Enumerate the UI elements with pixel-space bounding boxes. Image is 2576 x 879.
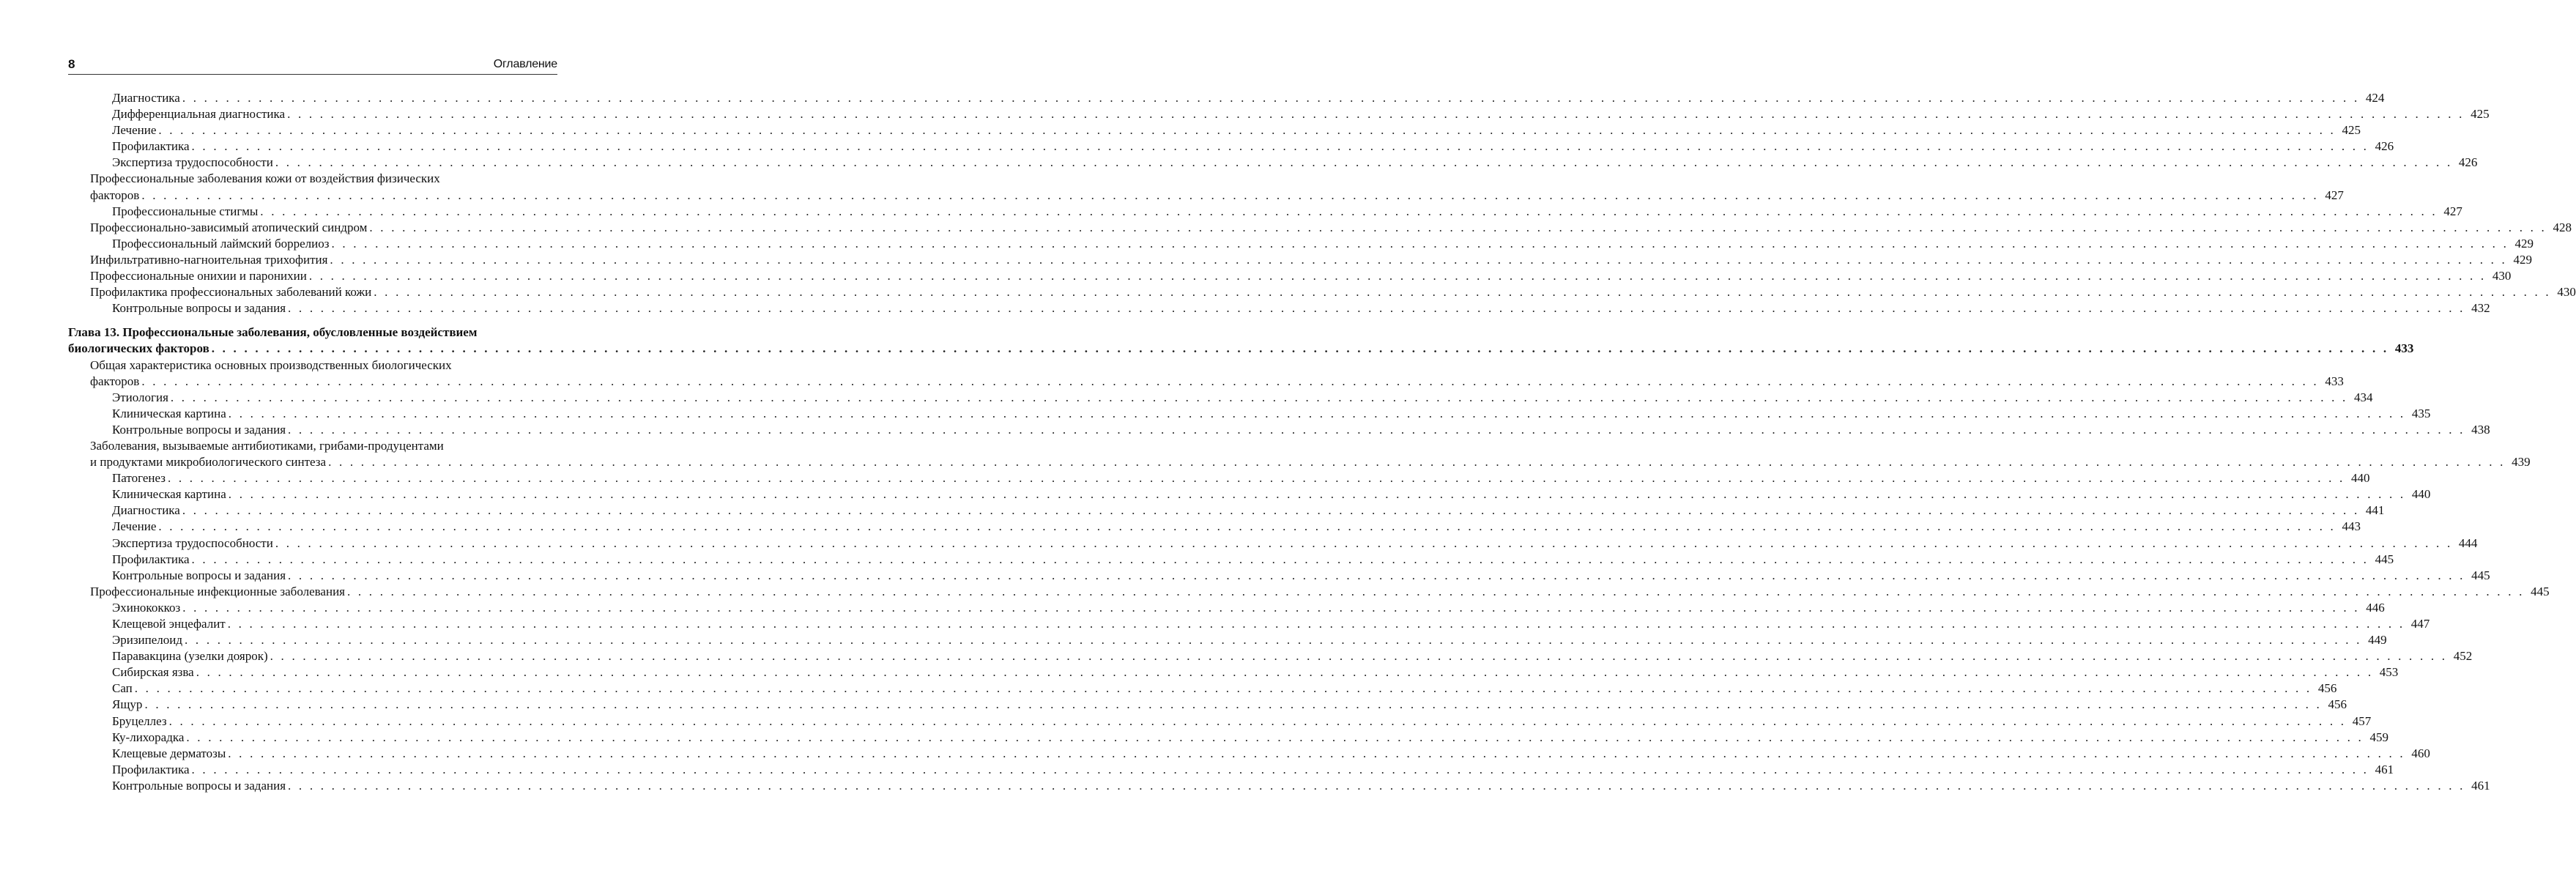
toc-entry[interactable] bbox=[68, 220, 2572, 236]
toc-entry-page: 425 bbox=[2342, 123, 2361, 138]
toc-entry[interactable] bbox=[68, 778, 2490, 794]
toc-entry-title: Клиническая картина bbox=[112, 487, 226, 502]
toc-entry-title: Профессиональные инфекционные заболевания bbox=[90, 584, 345, 598]
toc-entry-title: биологических факторов bbox=[68, 341, 209, 356]
dot-leader: . . . . . . . . . . . . . . . . . . . . . . . . . . . . . . . . . . . . . . . . . . . . . . . . . . . . . . . . . . . . . . . . . . . . . . . . . . . . . . . . . . . . . . . . . . . . . . . . . . . . . . . . . . . . . . . . . . . . . . . . . . . . . . . . . . . . . . . . . . . . . . . . . . . . . . . . . . . . . . . . . . . . . . . . . . . . . . . . . . . . . . . . . . . . . . . . . . . . . . . . bbox=[288, 301, 2465, 316]
toc-entry[interactable] bbox=[68, 746, 2430, 762]
dot-leader: . . . . . . . . . . . . . . . . . . . . . . . . . . . . . . . . . . . . . . . . . . . . . . . . . . . . . . . . . . . . . . . . . . . . . . . . . . . . . . . . . . . . . . . . . . . . . . . . . . . . . . . . . . . . . . . . . . . . . . . . . . . . . . . . . . . . . . . . . . . . . . . . . . . . . . . . . . . . . . . . . . . . . . . . . . . . . . . . . . . . . . . . . . . . . . . . . . . . . . . . bbox=[374, 285, 2551, 300]
toc-entry-page: 425 bbox=[2471, 107, 2490, 122]
toc-entry-title: Паравакцина (узелки доярок) bbox=[112, 649, 268, 664]
toc-entry[interactable] bbox=[68, 300, 2490, 316]
toc-entry[interactable] bbox=[68, 204, 2462, 220]
toc-entry-title: Дифференциальная диагностика bbox=[112, 107, 286, 122]
toc-entry[interactable] bbox=[68, 268, 2512, 284]
dot-leader: . . . . . . . . . . . . . . . . . . . . . . . . . . . . . . . . . . . . . . . . . . . . . . . . . . . . . . . . . . . . . . . . . . . . . . . . . . . . . . . . . . . . . . . . . . . . . . . . . . . . . . . . . . . . . . . . . . . . . . . . . . . . . . . . . . . . . . . . . . . . . . . . . . . . . . . . . . . . . . . . . . . . . . . . . . . . . . . . . . . . . . . . . . . . . . . . . . . . . . . . bbox=[167, 471, 2345, 486]
toc-entry[interactable] bbox=[68, 406, 2431, 422]
dot-leader: . . . . . . . . . . . . . . . . . . . . . . . . . . . . . . . . . . . . . . . . . . . . . . . . . . . . . . . . . . . . . . . . . . . . . . . . . . . . . . . . . . . . . . . . . . . . . . . . . . . . . . . . . . . . . . . . . . . . . . . . . . . . . . . . . . . . . . . . . . . . . . . . . . . . . . . . . . . . . . . . . . . . . . . . . . . . . . . . . . . . . . . . . . . . . . . . . . . . . . . . bbox=[168, 713, 2347, 728]
dot-leader: . . . . . . . . . . . . . . . . . . . . . . . . . . . . . . . . . . . . . . . . . . . . . . . . . . . . . . . . . . . . . . . . . . . . . . . . . . . . . . . . . . . . . . . . . . . . . . . . . . . . . . . . . . . . . . . . . . . . . . . . . . . . . . . . . . . . . . . . . . . . . . . . . . . . . . . . . . . . . . . . . . . . . . . . . . . . . . . . . . . . . . . . . . . . . . . . . . . . . . . . bbox=[330, 252, 2507, 267]
dot-leader: . . . . . . . . . . . . . . . . . . . . . . . . . . . . . . . . . . . . . . . . . . . . . . . . . . . . . . . . . . . . . . . . . . . . . . . . . . . . . . . . . . . . . . . . . . . . . . . . . . . . . . . . . . . . . . . . . . . . . . . . . . . . . . . . . . . . . . . . . . . . . . . . . . . . . . . . . . . . . . . . . . . . . . . . . . . . . . . . . . . . . . . . . . . . . . . . . . . . . . . . bbox=[331, 236, 2509, 251]
toc-entry-page: 428 bbox=[2553, 220, 2572, 234]
dot-leader: . . . . . . . . . . . . . . . . . . . . . . . . . . . . . . . . . . . . . . . . . . . . . . . . . . . . . . . . . . . . . . . . . . . . . . . . . . . . . . . . . . . . . . . . . . . . . . . . . . . . . . . . . . . . . . . . . . . . . . . . . . . . . . . . . . . . . . . . . . . . . . . . . . . . . . . . . . . . . . . . . . . . . . . . . . . . . . . . . . . . . . . . . . . . . . . . . . . . . . . . bbox=[186, 730, 2364, 744]
toc-entry-page: 440 bbox=[2351, 471, 2370, 486]
toc-entry-title: Сап bbox=[112, 681, 133, 696]
toc-entry-title: Клещевые дерматозы bbox=[112, 746, 226, 760]
toc-entry-title: факторов bbox=[90, 188, 140, 202]
dot-leader: . . . . . . . . . . . . . . . . . . . . . . . . . . . . . . . . . . . . . . . . . . . . . . . . . . . . . . . . . . . . . . . . . . . . . . . . . . . . . . . . . . . . . . . . . . . . . . . . . . . . . . . . . . . . . . . . . . . . . . . . . . . . . . . . . . . . . . . . . . . . . . . . . . . . . . . . . . . . . . . . . . . . . . . . . . . . . . . . . . . . . . . . . . . . . . . . . . . . . . . . bbox=[182, 91, 2360, 105]
dot-leader: . . . . . . . . . . . . . . . . . . . . . . . . . . . . . . . . . . . . . . . . . . . . . . . . . . . . . . . . . . . . . . . . . . . . . . . . . . . . . . . . . . . . . . . . . . . . . . . . . . . . . . . . . . . . . . . . . . . . . . . . . . . . . . . . . . . . . . . . . . . . . . . . . . . . . . . . . . . . . . . . . . . . . . . . . . . . . . . . . . . . . . . . . . . . . . . . . . . . . . . . bbox=[158, 519, 2336, 534]
dot-leader: . . . . . . . . . . . . . . . . . . . . . . . . . . . . . . . . . . . . . . . . . . . . . . . . . . . . . . . . . . . . . . . . . . . . . . . . . . . . . . . . . . . . . . . . . . . . . . . . . . . . . . . . . . . . . . . . . . . . . . . . . . . . . . . . . . . . . . . . . . . . . . . . . . . . . . . . . . . . . . . . . . . . . . . . . . . . . . . . . . . . . . . . . . . . . . . . . . . . . . . . bbox=[260, 204, 2438, 218]
toc-entry-page: 461 bbox=[2375, 762, 2394, 776]
toc-entry[interactable] bbox=[68, 713, 2372, 730]
dot-leader: . . . . . . . . . . . . . . . . . . . . . . . . . . . . . . . . . . . . . . . . . . . . . . . . . . . . . . . . . . . . . . . . . . . . . . . . . . . . . . . . . . . . . . . . . . . . . . . . . . . . . . . . . . . . . . . . . . . . . . . . . . . . . . . . . . . . . . . . . . . . . . . . . . . . . . . . . . . . . . . . . . . . . . . . . . . . . . . . . . . . . . . . . . . . . . . . . . . . . . . . bbox=[191, 552, 2369, 566]
toc-entry-page: 447 bbox=[2410, 617, 2430, 631]
dot-leader: . . . . . . . . . . . . . . . . . . . . . . . . . . . . . . . . . . . . . . . . . . . . . . . . . . . . . . . . . . . . . . . . . . . . . . . . . . . . . . . . . . . . . . . . . . . . . . . . . . . . . . . . . . . . . . . . . . . . . . . . . . . . . . . . . . . . . . . . . . . . . . . . . . . . . . . . . . . . . . . . . . . . . . . . . . . . . . . . . . . . . . . . . . . . . . . . . . . . . . . . bbox=[191, 762, 2369, 776]
toc-entry-page: 445 bbox=[2375, 552, 2394, 566]
toc-entry-title: Эризипелоид bbox=[112, 633, 183, 648]
toc-entry-page: 456 bbox=[2328, 697, 2347, 712]
running-head: Оглавление bbox=[493, 58, 557, 70]
toc-entry[interactable] bbox=[68, 648, 2473, 664]
toc-entry-page: 426 bbox=[2458, 155, 2478, 170]
toc-entry[interactable] bbox=[68, 486, 2431, 502]
toc-entry[interactable] bbox=[68, 568, 2490, 584]
toc-entry-title: Профилактика bbox=[112, 762, 190, 776]
toc-entry-page: 446 bbox=[2366, 600, 2385, 615]
toc-entry-page: 433 bbox=[2325, 374, 2344, 388]
toc-entry-title: Контрольные вопросы и задания bbox=[112, 568, 286, 582]
dot-leader: . . . . . . . . . . . . . . . . . . . . . . . . . . . . . . . . . . . . . . . . . . . . . . . . . . . . . . . . . . . . . . . . . . . . . . . . . . . . . . . . . . . . . . . . . . . . . . . . . . . . . . . . . . . . . . . . . . . . . . . . . . . . . . . . . . . . . . . . . . . . . . . . . . . . . . . . . . . . . . . . . . . . . . . . . . . . . . . . . . . . . . . . . . . . . . . . . . . . . . . . bbox=[191, 139, 2369, 154]
toc-entry[interactable] bbox=[68, 632, 2387, 648]
dot-leader: . . . . . . . . . . . . . . . . . . . . . . . . . . . . . . . . . . . . . . . . . . . . . . . . . . . . . . . . . . . . . . . . . . . . . . . . . . . . . . . . . . . . . . . . . . . . . . . . . . . . . . . . . . . . . . . . . . . . . . . . . . . . . . . . . . . . . . . . . . . . . . . . . . . . . . . . . . . . . . . . . . . . . . . . . . . . . . . . . . . . . . . . . . . . . . . . . . . . . . . . bbox=[328, 455, 2506, 470]
toc-entry-page: 435 bbox=[2411, 406, 2431, 420]
page-header bbox=[68, 57, 557, 73]
toc-entry[interactable] bbox=[68, 697, 2347, 713]
dot-leader: . . . . . . . . . . . . . . . . . . . . . . . . . . . . . . . . . . . . . . . . . . . . . . . . . . . . . . . . . . . . . . . . . . . . . . . . . . . . . . . . . . . . . . . . . . . . . . . . . . . . . . . . . . . . . . . . . . . . . . . . . . . . . . . . . . . . . . . . . . . . . . . . . . . . . . . . . . . . . . . . . . . . . . . . . . . . . . . . . . . . . . . . . . . . . . . . . . . . . . . . bbox=[141, 188, 2319, 202]
toc-entry-title: Диагностика bbox=[112, 503, 180, 518]
dot-leader: . . . . . . . . . . . . . . . . . . . . . . . . . . . . . . . . . . . . . . . . . . . . . . . . . . . . . . . . . . . . . . . . . . . . . . . . . . . . . . . . . . . . . . . . . . . . . . . . . . . . . . . . . . . . . . . . . . . . . . . . . . . . . . . . . . . . . . . . . . . . . . . . . . . . . . . . . . . . . . . . . . . . . . . . . . . . . . . . . . . . . . . . . . . . . . . . . . . . . . . . bbox=[134, 681, 2312, 696]
toc-entry-page: 456 bbox=[2317, 681, 2337, 696]
dot-leader: . . . . . . . . . . . . . . . . . . . . . . . . . . . . . . . . . . . . . . . . . . . . . . . . . . . . . . . . . . . . . . . . . . . . . . . . . . . . . . . . . . . . . . . . . . . . . . . . . . . . . . . . . . . . . . . . . . . . . . . . . . . . . . . . . . . . . . . . . . . . . . . . . . . . . . . . . . . . . . . . . . . . . . . . . . . . . . . . . . . . . . . . . . . . . . . . . . . . . . . . bbox=[369, 220, 2547, 234]
toc-entry-page: 444 bbox=[2458, 535, 2478, 550]
toc-entry-title: Бруцеллез bbox=[112, 713, 167, 728]
toc-entry[interactable] bbox=[68, 519, 2361, 535]
toc-entry-page: 438 bbox=[2471, 422, 2490, 437]
toc-entry-page: 449 bbox=[2368, 633, 2387, 648]
toc-entry-page: 461 bbox=[2471, 778, 2490, 793]
toc-entry-title: Контрольные вопросы и задания bbox=[112, 778, 286, 793]
toc-entry-title: Лечение bbox=[112, 123, 157, 138]
dot-leader: . . . . . . . . . . . . . . . . . . . . . . . . . . . . . . . . . . . . . . . . . . . . . . . . . . . . . . . . . . . . . . . . . . . . . . . . . . . . . . . . . . . . . . . . . . . . . . . . . . . . . . . . . . . . . . . . . . . . . . . . . . . . . . . . . . . . . . . . . . . . . . . . . . . . . . . . . . . . . . . . . . . . . . . . . . . . . . . . . . . . . . . . . . . . . . . . . . . . . . . . bbox=[228, 746, 2405, 760]
toc-entry-page: 457 bbox=[2352, 713, 2372, 728]
toc-entry-page: 429 bbox=[2514, 236, 2534, 251]
header-rule bbox=[68, 74, 557, 75]
toc-entry[interactable] bbox=[68, 106, 2490, 122]
dot-leader: . . . . . . . . . . . . . . . . . . . . . . . . . . . . . . . . . . . . . . . . . . . . . . . . . . . . . . . . . . . . . . . . . . . . . . . . . . . . . . . . . . . . . . . . . . . . . . . . . . . . . . . . . . . . . . . . . . . . . . . . . . . . . . . . . . . . . . . . . . . . . . . . . . . . . . . . . . . . . . . . . . . . . . . . . . . . . . . . . . . . . . . . . . . . . . . . . . . . . . . . bbox=[182, 503, 2360, 518]
dot-leader: . . . . . . . . . . . . . . . . . . . . . . . . . . . . . . . . . . . . . . . . . . . . . . . . . . . . . . . . . . . . . . . . . . . . . . . . . . . . . . . . . . . . . . . . . . . . . . . . . . . . . . . . . . . . . . . . . . . . . . . . . . . . . . . . . . . . . . . . . . . . . . . . . . . . . . . . . . . . . . . . . . . . . . . . . . . . . . . . . . . . . . . . . . . . . . . . . . . . . . . . bbox=[288, 568, 2465, 582]
toc-entry[interactable] bbox=[68, 236, 2534, 252]
dot-leader: . . . . . . . . . . . . . . . . . . . . . . . . . . . . . . . . . . . . . . . . . . . . . . . . . . . . . . . . . . . . . . . . . . . . . . . . . . . . . . . . . . . . . . . . . . . . . . . . . . . . . . . . . . . . . . . . . . . . . . . . . . . . . . . . . . . . . . . . . . . . . . . . . . . . . . . . . . . . . . . . . . . . . . . . . . . . . . . . . . . . . . . . . . . . . . . . . . . . . . . . bbox=[228, 487, 2406, 502]
table-of-contents bbox=[68, 90, 2576, 794]
toc-entry-page: 430 bbox=[2492, 269, 2512, 283]
toc-entry-title: Диагностика bbox=[112, 91, 180, 105]
toc-entry-title: Профилактика bbox=[112, 552, 190, 566]
toc-entry[interactable] bbox=[68, 422, 2490, 438]
toc-entry-title: Экспертиза трудоспособности bbox=[112, 535, 273, 550]
dot-leader: . . . . . . . . . . . . . . . . . . . . . . . . . . . . . . . . . . . . . . . . . . . . . . . . . . . . . . . . . . . . . . . . . . . . . . . . . . . . . . . . . . . . . . . . . . . . . . . . . . . . . . . . . . . . . . . . . . . . . . . . . . . . . . . . . . . . . . . . . . . . . . . . . . . . . . . . . . . . . . . . . . . . . . . . . . . . . . . . . . . . . . . . . . . . . . . . . . . . . . . . bbox=[288, 778, 2465, 793]
toc-entry-title: Профилактика bbox=[112, 139, 190, 154]
toc-entry-title: факторов bbox=[90, 374, 140, 388]
toc-entry-title: Клиническая картина bbox=[112, 406, 226, 420]
toc-entry-page: 426 bbox=[2375, 139, 2394, 154]
toc-entry-page: 430 bbox=[2557, 285, 2576, 300]
toc-entry[interactable] bbox=[68, 284, 2576, 300]
toc-entry-title: Эхинококкоз bbox=[112, 600, 181, 615]
toc-entry-title: Профессиональный лаймский боррелиоз bbox=[112, 236, 330, 251]
toc-entry-title: Инфильтративно-нагноительная трихофития bbox=[90, 252, 328, 267]
toc-entry-title: Экспертиза трудоспособности bbox=[112, 155, 273, 170]
dot-leader: . . . . . . . . . . . . . . . . . . . . . . . . . . . . . . . . . . . . . . . . . . . . . . . . . . . . . . . . . . . . . . . . . . . . . . . . . . . . . . . . . . . . . . . . . . . . . . . . . . . . . . . . . . . . . . . . . . . . . . . . . . . . . . . . . . . . . . . . . . . . . . . . . . . . . . . . . . . . . . . . . . . . . . . . . . . . . . . . . . . . . . . . . . . . . . . . . . . . . . . . bbox=[275, 155, 2453, 170]
toc-entry[interactable] bbox=[68, 502, 2385, 519]
toc-entry-title: Лечение bbox=[112, 519, 157, 534]
toc-entry-page: 453 bbox=[2379, 665, 2399, 680]
toc-entry-title: и продуктами микробиологического синтеза bbox=[90, 455, 327, 470]
toc-entry-line: Заболевания, вызываемые антибиотиками, грибами-продуцентами bbox=[90, 438, 444, 453]
chapter-title-line: Глава 13. Профессиональные заболевания, обусловленные воздействием bbox=[68, 325, 478, 340]
toc-entry[interactable] bbox=[68, 470, 2370, 486]
dot-leader: . . . . . . . . . . . . . . . . . . . . . . . . . . . . . . . . . . . . . . . . . . . . . . . . . . . . . . . . . . . . . . . . . . . . . . . . . . . . . . . . . . . . . . . . . . . . . . . . . . . . . . . . . . . . . . . . . . . . . . . . . . . . . . . . . . . . . . . . . . . . . . . . . . . . . . . . . . . . . . . . . . . . . . . . . . . . . . . . . . . . . . . . . . . . . . . . . . . . . . . . bbox=[287, 107, 2465, 122]
toc-entry[interactable] bbox=[68, 374, 2344, 390]
toc-entry-title: Профессиональные онихии и паронихии bbox=[90, 269, 307, 283]
dot-leader: . . . . . . . . . . . . . . . . . . . . . . . . . . . . . . . . . . . . . . . . . . . . . . . . . . . . . . . . . . . . . . . . . . . . . . . . . . . . . . . . . . . . . . . . . . . . . . . . . . . . . . . . . . . . . . . . . . . . . . . . . . . . . . . . . . . . . . . . . . . . . . . . . . . . . . . . . . . . . . . . . . . . . . . . . . . . . . . . . . . . . . . . . . . . . . . . . . . . . . . . bbox=[270, 649, 2448, 664]
toc-entry[interactable] bbox=[68, 535, 2478, 552]
dot-leader: . . . . . . . . . . . . . . . . . . . . . . . . . . . . . . . . . . . . . . . . . . . . . . . . . . . . . . . . . . . . . . . . . . . . . . . . . . . . . . . . . . . . . . . . . . . . . . . . . . . . . . . . . . . . . . . . . . . . . . . . . . . . . . . . . . . . . . . . . . . . . . . . . . . . . . . . . . . . . . . . . . . . . . . . . . . . . . . . . . . . . . . . . . . . . . . . . . . . . . . . bbox=[228, 406, 2406, 420]
toc-entry-page: 445 bbox=[2471, 568, 2490, 582]
dot-leader: . . . . . . . . . . . . . . . . . . . . . . . . . . . . . . . . . . . . . . . . . . . . . . . . . . . . . . . . . . . . . . . . . . . . . . . . . . . . . . . . . . . . . . . . . . . . . . . . . . . . . . . . . . . . . . . . . . . . . . . . . . . . . . . . . . . . . . . . . . . . . . . . . . . . . . . . . . . . . . . . . . . . . . . . . . . . . . . . . . . . . . . . . . . . . . . . . . . . . . . . bbox=[158, 123, 2336, 138]
dot-leader: . . . . . . . . . . . . . . . . . . . . . . . . . . . . . . . . . . . . . . . . . . . . . . . . . . . . . . . . . . . . . . . . . . . . . . . . . . . . . . . . . . . . . . . . . . . . . . . . . . . . . . . . . . . . . . . . . . . . . . . . . . . . . . . . . . . . . . . . . . . . . . . . . . . . . . . . . . . . . . . . . . . . . . . . . . . . . . . . . . . . . . . . . . . . . . . . . . . . . . . . bbox=[182, 600, 2360, 615]
toc-entry[interactable] bbox=[68, 616, 2430, 632]
dot-leader: . . . . . . . . . . . . . . . . . . . . . . . . . . . . . . . . . . . . . . . . . . . . . . . . . . . . . . . . . . . . . . . . . . . . . . . . . . . . . . . . . . . . . . . . . . . . . . . . . . . . . . . . . . . . . . . . . . . . . . . . . . . . . . . . . . . . . . . . . . . . . . . . . . . . . . . . . . . . . . . . . . . . . . . . . . . . . . . . . . . . . . . . . . . . . . . . . . . . . . . . bbox=[227, 617, 2405, 631]
dot-leader: . . . . . . . . . . . . . . . . . . . . . . . . . . . . . . . . . . . . . . . . . . . . . . . . . . . . . . . . . . . . . . . . . . . . . . . . . . . . . . . . . . . . . . . . . . . . . . . . . . . . . . . . . . . . . . . . . . . . . . . . . . . . . . . . . . . . . . . . . . . . . . . . . . . . . . . . . . . . . . . . . . . . . . . . . . . . . . . . . . . . . . . . . . . . . . . . . . . . . . . . bbox=[141, 374, 2319, 388]
toc-entry[interactable] bbox=[68, 584, 2550, 600]
toc-entry[interactable] bbox=[68, 138, 2394, 155]
toc-entry-page: 443 bbox=[2342, 519, 2361, 534]
toc-entry-title: Ящур bbox=[112, 697, 143, 712]
toc-entry[interactable] bbox=[68, 90, 2385, 106]
toc-entry[interactable] bbox=[68, 454, 2531, 470]
dot-leader: . . . . . . . . . . . . . . . . . . . . . . . . . . . . . . . . . . . . . . . . . . . . . . . . . . . . . . . . . . . . . . . . . . . . . . . . . . . . . . . . . . . . . . . . . . . . . . . . . . . . . . . . . . . . . . . . . . . . . . . . . . . . . . . . . . . . . . . . . . . . . . . . . . . . . . . . . . . . . . . . . . . . . . . . . . . . . . . . . . . . . . . . . . . . . . . . . . . . . . . . bbox=[347, 584, 2525, 598]
toc-entry[interactable] bbox=[68, 552, 2394, 568]
toc-entry-page: 424 bbox=[2365, 91, 2385, 105]
toc-entry-title: Профессионально-зависимый атопический синдром bbox=[90, 220, 368, 234]
toc-entry-title: Патогенез bbox=[112, 471, 166, 486]
toc-entry-page: 432 bbox=[2471, 301, 2490, 316]
toc-entry-title: Ку-лихорадка bbox=[112, 730, 185, 744]
toc-entry-title: Профилактика профессиональных заболеваний кожи bbox=[90, 285, 372, 300]
chapter-gap bbox=[68, 316, 557, 324]
toc-entry-line: Профессиональные заболевания кожи от воздействия физических bbox=[90, 171, 440, 186]
toc-entry-page: 459 bbox=[2369, 730, 2388, 744]
dot-leader: . . . . . . . . . . . . . . . . . . . . . . . . . . . . . . . . . . . . . . . . . . . . . . . . . . . . . . . . . . . . . . . . . . . . . . . . . . . . . . . . . . . . . . . . . . . . . . . . . . . . . . . . . . . . . . . . . . . . . . . . . . . . . . . . . . . . . . . . . . . . . . . . . . . . . . . . . . . . . . . . . . . . . . . . . . . . . . . . . . . . . . . . . . . . . . . . . . . . . . . . bbox=[308, 269, 2487, 283]
toc-entry[interactable] bbox=[68, 390, 2373, 406]
toc-entry[interactable] bbox=[68, 680, 2337, 697]
toc-entry[interactable] bbox=[68, 730, 2388, 746]
toc-entry-title: Клещевой энцефалит bbox=[112, 617, 226, 631]
toc-entry[interactable] bbox=[68, 762, 2394, 778]
toc-entry[interactable] bbox=[68, 155, 2478, 171]
dot-leader: . . . . . . . . . . . . . . . . . . . . . . . . . . . . . . . . . . . . . . . . . . . . . . . . . . . . . . . . . . . . . . . . . . . . . . . . . . . . . . . . . . . . . . . . . . . . . . . . . . . . . . . . . . . . . . . . . . . . . . . . . . . . . . . . . . . . . . . . . . . . . . . . . . . . . . . . . . . . . . . . . . . . . . . . . . . . . . . . . . . . . . . . . . . . . . . . . . . . . . . . bbox=[288, 422, 2465, 437]
toc-entry-title: Контрольные вопросы и задания bbox=[112, 301, 286, 316]
toc-entry[interactable] bbox=[68, 188, 2344, 204]
toc-chapter-entry[interactable] bbox=[68, 341, 2414, 357]
toc-entry-page: 433 bbox=[2394, 341, 2414, 356]
toc-entry[interactable] bbox=[68, 600, 2385, 616]
toc-entry-page: 427 bbox=[2325, 188, 2344, 202]
dot-leader: . . . . . . . . . . . . . . . . . . . . . . . . . . . . . . . . . . . . . . . . . . . . . . . . . . . . . . . . . . . . . . . . . . . . . . . . . . . . . . . . . . . . . . . . . . . . . . . . . . . . . . . . . . . . . . . . . . . . . . . . . . . . . . . . . . . . . . . . . . . . . . . . . . . . . . . . . . . . . . . . . . . . . . . . . . . . . . . . . . . . . . . . . . . . . . . . . . . . . . . . bbox=[211, 341, 2389, 356]
toc-entry-title: Контрольные вопросы и задания bbox=[112, 422, 286, 437]
toc-entry-page: 445 bbox=[2531, 584, 2550, 598]
toc-entry-page: 434 bbox=[2353, 390, 2373, 404]
toc-entry-page: 439 bbox=[2512, 455, 2531, 470]
toc-entry-title: Сибирская язва bbox=[112, 665, 194, 680]
page-number: 8 bbox=[68, 57, 75, 71]
dot-leader: . . . . . . . . . . . . . . . . . . . . . . . . . . . . . . . . . . . . . . . . . . . . . . . . . . . . . . . . . . . . . . . . . . . . . . . . . . . . . . . . . . . . . . . . . . . . . . . . . . . . . . . . . . . . . . . . . . . . . . . . . . . . . . . . . . . . . . . . . . . . . . . . . . . . . . . . . . . . . . . . . . . . . . . . . . . . . . . . . . . . . . . . . . . . . . . . . . . . . . . . bbox=[185, 633, 2362, 648]
toc-entry-page: 440 bbox=[2411, 487, 2431, 502]
toc-entry-title: Этиология bbox=[112, 390, 168, 404]
dot-leader: . . . . . . . . . . . . . . . . . . . . . . . . . . . . . . . . . . . . . . . . . . . . . . . . . . . . . . . . . . . . . . . . . . . . . . . . . . . . . . . . . . . . . . . . . . . . . . . . . . . . . . . . . . . . . . . . . . . . . . . . . . . . . . . . . . . . . . . . . . . . . . . . . . . . . . . . . . . . . . . . . . . . . . . . . . . . . . . . . . . . . . . . . . . . . . . . . . . . . . . . bbox=[144, 697, 2322, 712]
dot-leader: . . . . . . . . . . . . . . . . . . . . . . . . . . . . . . . . . . . . . . . . . . . . . . . . . . . . . . . . . . . . . . . . . . . . . . . . . . . . . . . . . . . . . . . . . . . . . . . . . . . . . . . . . . . . . . . . . . . . . . . . . . . . . . . . . . . . . . . . . . . . . . . . . . . . . . . . . . . . . . . . . . . . . . . . . . . . . . . . . . . . . . . . . . . . . . . . . . . . . . . . bbox=[196, 665, 2374, 680]
toc-entry-page: 427 bbox=[2443, 204, 2462, 218]
toc-entry[interactable] bbox=[68, 664, 2399, 680]
toc-entry-page: 452 bbox=[2453, 649, 2473, 664]
toc-entry-page: 429 bbox=[2513, 252, 2532, 267]
toc-entry-page: 441 bbox=[2365, 503, 2385, 518]
toc-entry-page: 460 bbox=[2411, 746, 2430, 760]
dot-leader: . . . . . . . . . . . . . . . . . . . . . . . . . . . . . . . . . . . . . . . . . . . . . . . . . . . . . . . . . . . . . . . . . . . . . . . . . . . . . . . . . . . . . . . . . . . . . . . . . . . . . . . . . . . . . . . . . . . . . . . . . . . . . . . . . . . . . . . . . . . . . . . . . . . . . . . . . . . . . . . . . . . . . . . . . . . . . . . . . . . . . . . . . . . . . . . . . . . . . . . . bbox=[170, 390, 2348, 404]
toc-entry[interactable] bbox=[68, 122, 2361, 138]
toc-entry-title: Профессиональные стигмы bbox=[112, 204, 259, 218]
dot-leader: . . . . . . . . . . . . . . . . . . . . . . . . . . . . . . . . . . . . . . . . . . . . . . . . . . . . . . . . . . . . . . . . . . . . . . . . . . . . . . . . . . . . . . . . . . . . . . . . . . . . . . . . . . . . . . . . . . . . . . . . . . . . . . . . . . . . . . . . . . . . . . . . . . . . . . . . . . . . . . . . . . . . . . . . . . . . . . . . . . . . . . . . . . . . . . . . . . . . . . . . bbox=[275, 535, 2453, 550]
toc-entry-line: Общая характеристика основных производственных биологических bbox=[90, 357, 452, 372]
toc-entry[interactable] bbox=[68, 252, 2532, 268]
